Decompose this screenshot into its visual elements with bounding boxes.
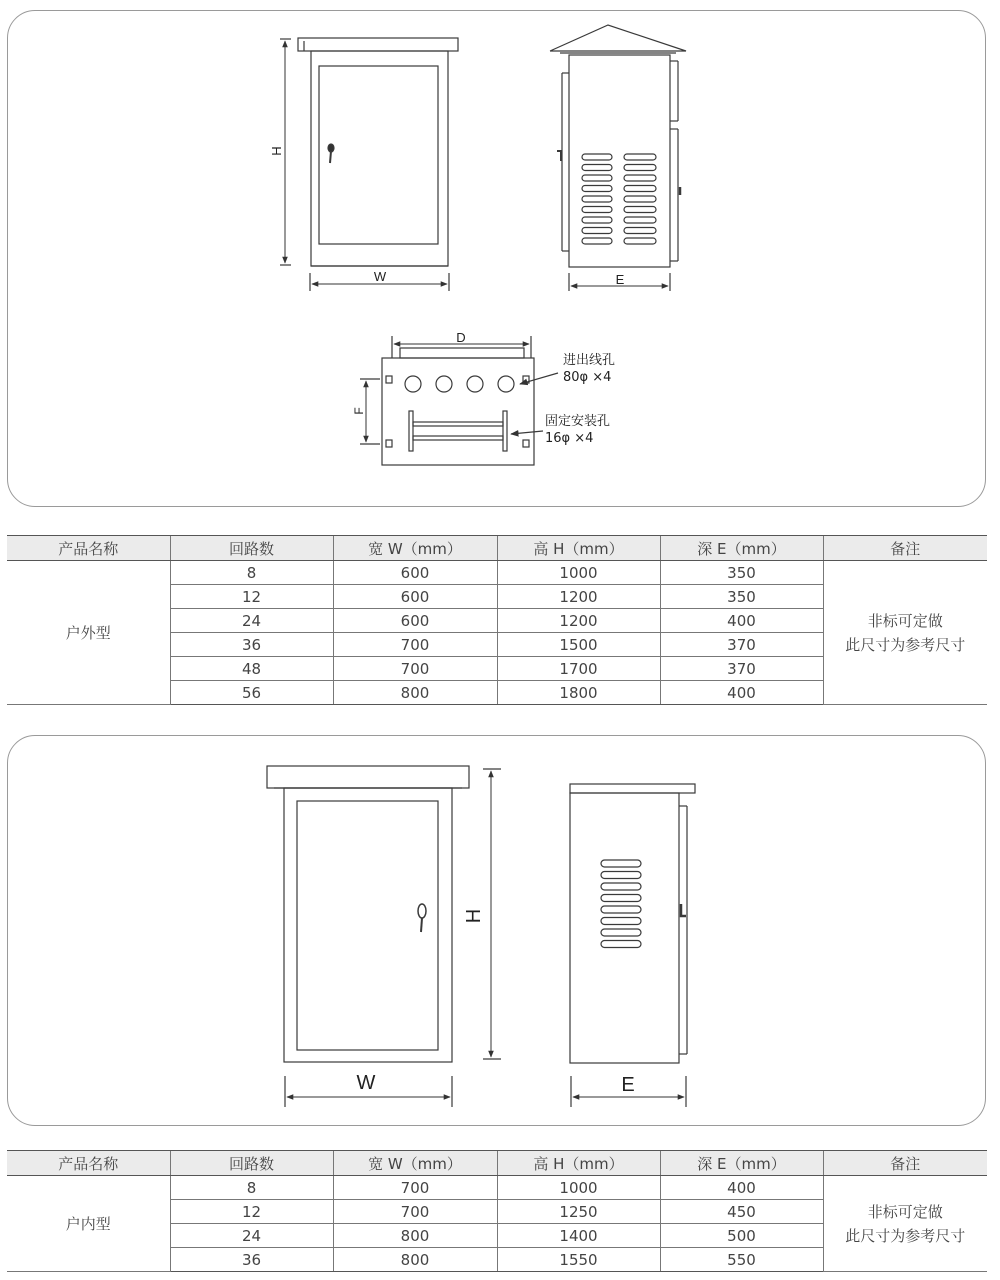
table-row <box>7 561 987 585</box>
product-name-cell: 户内型 <box>7 1176 170 1272</box>
header-width: 宽 W（mm） <box>333 536 497 561</box>
outdoor-label-h: H <box>269 146 284 156</box>
height-cell: 1200 <box>497 585 660 609</box>
vent-slot <box>624 207 656 213</box>
vent-slot <box>601 906 641 913</box>
vent-slot <box>624 165 656 171</box>
width-cell: 700 <box>333 1176 497 1200</box>
depth-cell: 450 <box>660 1200 823 1224</box>
height-cell: 1800 <box>497 681 660 705</box>
indoor-label-w: W <box>356 1072 376 1094</box>
circuits-cell: 8 <box>170 1176 333 1200</box>
remark-cell <box>823 561 987 705</box>
header-height: 高 H（mm） <box>497 1151 660 1176</box>
height-cell: 1550 <box>497 1248 660 1272</box>
header-product-name: 产品名称 <box>7 536 170 561</box>
indoor-side-vents <box>601 860 641 948</box>
depth-cell: 370 <box>660 657 823 681</box>
depth-cell: 400 <box>660 681 823 705</box>
outdoor-side-vents <box>582 154 656 244</box>
outdoor-front-view <box>298 38 458 266</box>
depth-cell: 350 <box>660 585 823 609</box>
depth-cell: 550 <box>660 1248 823 1272</box>
indoor-label-h: H <box>463 908 485 924</box>
indoor-front-view <box>267 766 469 1062</box>
header-circuits: 回路数 <box>170 536 333 561</box>
outdoor-height-dimension <box>269 39 291 265</box>
outdoor-bottom-view <box>382 348 534 465</box>
outdoor-label-e: E <box>615 272 625 287</box>
outdoor-width-dimension <box>310 269 449 291</box>
height-cell: 1000 <box>497 1176 660 1200</box>
indoor-side-view <box>570 784 695 1063</box>
vent-slot <box>624 238 656 244</box>
vent-slot <box>624 217 656 223</box>
header-height: 高 H（mm） <box>497 536 660 561</box>
vent-slot <box>582 217 612 223</box>
indoor-label-e: E <box>621 1074 635 1096</box>
circuits-cell: 36 <box>170 1248 333 1272</box>
width-cell: 600 <box>333 561 497 585</box>
width-cell: 700 <box>333 633 497 657</box>
remark-cell <box>823 1176 987 1272</box>
remark-line-2: 此尺寸为参考尺寸 <box>845 635 966 654</box>
vent-slot <box>582 186 612 192</box>
header-remark: 备注 <box>823 1151 987 1176</box>
vent-slot <box>624 186 656 192</box>
vent-slot <box>601 895 641 902</box>
height-cell: 1700 <box>497 657 660 681</box>
outdoor-label-f: F <box>352 407 366 415</box>
width-cell: 700 <box>333 1200 497 1224</box>
indoor-spec-table <box>7 1150 987 1272</box>
mount-hole-spec: 16φ ×4 <box>545 431 594 446</box>
depth-cell: 400 <box>660 609 823 633</box>
depth-cell: 400 <box>660 1176 823 1200</box>
circuits-cell: 24 <box>170 1224 333 1248</box>
circuits-cell: 48 <box>170 657 333 681</box>
product-name-cell: 户外型 <box>7 561 170 705</box>
vent-slot <box>601 918 641 925</box>
header-depth: 深 E（mm） <box>660 536 823 561</box>
vent-slot <box>582 196 612 202</box>
vent-slot <box>624 175 656 181</box>
height-cell: 1500 <box>497 633 660 657</box>
vent-slot <box>601 929 641 936</box>
mount-hole-title: 固定安装孔 <box>545 414 611 429</box>
indoor-depth-dimension <box>571 1074 686 1107</box>
vent-slot <box>601 860 641 867</box>
vent-slot <box>582 154 612 160</box>
remark-line-1: 非标可定做 <box>867 611 943 630</box>
outdoor-drawing <box>8 11 987 508</box>
vent-slot <box>601 872 641 879</box>
indoor-drawing-panel <box>7 735 986 1126</box>
outdoor-label-d: D <box>456 330 466 345</box>
circuits-cell: 36 <box>170 633 333 657</box>
outdoor-bottom-dimensions <box>352 330 531 444</box>
vent-slot <box>582 228 612 234</box>
width-cell: 800 <box>333 1224 497 1248</box>
table-row <box>7 1176 987 1200</box>
circuits-cell: 8 <box>170 561 333 585</box>
header-depth: 深 E（mm） <box>660 1151 823 1176</box>
depth-cell: 500 <box>660 1224 823 1248</box>
vent-slot <box>582 207 612 213</box>
indoor-height-dimension <box>463 769 501 1059</box>
vent-slot <box>582 238 612 244</box>
cable-hole-spec: 80φ ×4 <box>563 370 612 385</box>
circuits-cell: 12 <box>170 1200 333 1224</box>
vent-slot <box>624 154 656 160</box>
table-header-row <box>7 536 987 561</box>
remark-line-2: 此尺寸为参考尺寸 <box>845 1226 966 1245</box>
vent-slot <box>582 165 612 171</box>
vent-slot <box>624 196 656 202</box>
width-cell: 800 <box>333 1248 497 1272</box>
width-cell: 700 <box>333 657 497 681</box>
outdoor-depth-dimension <box>569 272 670 291</box>
outdoor-side-view <box>550 25 686 267</box>
outdoor-label-w: W <box>373 269 387 284</box>
outdoor-spec-table <box>7 535 987 705</box>
height-cell: 1200 <box>497 609 660 633</box>
vent-slot <box>601 883 641 890</box>
height-cell: 1000 <box>497 561 660 585</box>
outdoor-hole-notes <box>511 352 615 446</box>
table-header-row <box>7 1151 987 1176</box>
circuits-cell: 12 <box>170 585 333 609</box>
circuits-cell: 24 <box>170 609 333 633</box>
vent-slot <box>624 228 656 234</box>
vent-slot <box>582 175 612 181</box>
width-cell: 800 <box>333 681 497 705</box>
depth-cell: 350 <box>660 561 823 585</box>
header-circuits: 回路数 <box>170 1151 333 1176</box>
header-remark: 备注 <box>823 536 987 561</box>
cable-hole-title: 进出线孔 <box>563 353 616 368</box>
vent-slot <box>601 941 641 948</box>
circuits-cell: 56 <box>170 681 333 705</box>
height-cell: 1400 <box>497 1224 660 1248</box>
width-cell: 600 <box>333 585 497 609</box>
header-width: 宽 W（mm） <box>333 1151 497 1176</box>
height-cell: 1250 <box>497 1200 660 1224</box>
header-product-name: 产品名称 <box>7 1151 170 1176</box>
remark-line-1: 非标可定做 <box>867 1202 943 1221</box>
depth-cell: 370 <box>660 633 823 657</box>
width-cell: 600 <box>333 609 497 633</box>
indoor-width-dimension <box>285 1072 452 1107</box>
indoor-drawing <box>8 736 987 1127</box>
outdoor-drawing-panel <box>7 10 986 507</box>
